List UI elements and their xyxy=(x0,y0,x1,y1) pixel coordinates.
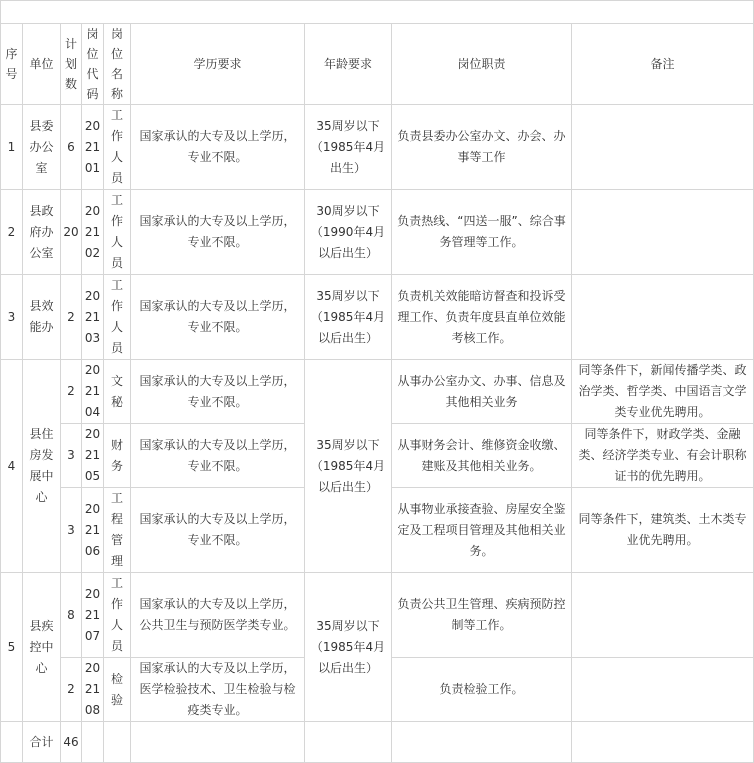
table-row xyxy=(1,360,754,424)
remarks-cell: 同等条件下，财政学类、金融类、经济学类专业、有会计职称证书的优先聘用。 xyxy=(572,424,754,488)
header-post-name: 岗位名称 xyxy=(104,24,131,105)
post-name-cell: 工作人员 xyxy=(104,105,131,190)
empty-cell xyxy=(305,722,392,763)
index-cell: 1 xyxy=(1,105,23,190)
code-cell: 202107 xyxy=(82,573,104,658)
plan-cell: 3 xyxy=(61,488,82,573)
header-duties: 岗位职责 xyxy=(392,24,572,105)
duties-cell: 负责检验工作。 xyxy=(392,658,572,722)
plan-cell: 3 xyxy=(61,424,82,488)
education-cell: 国家承认的大专及以上学历，专业不限。 xyxy=(131,424,305,488)
remarks-cell xyxy=(572,573,754,658)
duties-cell: 从事财务会计、维修资金收缴、建账及其他相关业务。 xyxy=(392,424,572,488)
header-education: 学历要求 xyxy=(131,24,305,105)
unit-cell: 县住房发展中心 xyxy=(23,360,61,573)
duties-cell: 从事办公室办文、办事、信息及其他相关业务 xyxy=(392,360,572,424)
header-row xyxy=(1,24,754,105)
empty-cell xyxy=(572,722,754,763)
unit-cell: 县委办公室 xyxy=(23,105,61,190)
post-name-cell: 财务 xyxy=(104,424,131,488)
post-name-cell: 文秘 xyxy=(104,360,131,424)
unit-cell: 县疾控中心 xyxy=(23,573,61,722)
age-cell: 35周岁以下（1985年4月以后出生） xyxy=(305,275,392,360)
code-cell: 202106 xyxy=(82,488,104,573)
education-cell: 国家承认的大专及以上学历，专业不限。 xyxy=(131,360,305,424)
education-cell: 国家承认的大专及以上学历，专业不限。 xyxy=(131,105,305,190)
code-cell: 202104 xyxy=(82,360,104,424)
age-cell: 35周岁以下（1985年4月以后出生） xyxy=(305,573,392,722)
duties-cell: 负责公共卫生管理、疾病预防控制等工作。 xyxy=(392,573,572,658)
remarks-cell xyxy=(572,275,754,360)
remarks-cell: 同等条件下，建筑类、土木类专业优先聘用。 xyxy=(572,488,754,573)
header-plan-count: 计划数 xyxy=(61,24,82,105)
plan-cell: 2 xyxy=(61,360,82,424)
education-cell: 国家承认的大专及以上学历，公共卫生与预防医学类专业。 xyxy=(131,573,305,658)
index-cell: 4 xyxy=(1,360,23,573)
code-cell: 202101 xyxy=(82,105,104,190)
empty-cell xyxy=(104,722,131,763)
total-label-cell: 合计 xyxy=(23,722,61,763)
post-name-cell: 工作人员 xyxy=(104,190,131,275)
header-age: 年龄要求 xyxy=(305,24,392,105)
plan-cell: 2 xyxy=(61,658,82,722)
plan-cell: 8 xyxy=(61,573,82,658)
remarks-cell xyxy=(572,658,754,722)
plan-cell: 2 xyxy=(61,275,82,360)
education-cell: 国家承认的大专及以上学历，专业不限。 xyxy=(131,190,305,275)
post-name-cell: 工作人员 xyxy=(104,275,131,360)
index-cell: 5 xyxy=(1,573,23,722)
post-name-cell: 检验 xyxy=(104,658,131,722)
blank-top-row xyxy=(1,1,754,24)
table-row xyxy=(1,105,754,190)
index-cell: 3 xyxy=(1,275,23,360)
plan-cell: 6 xyxy=(61,105,82,190)
table-row xyxy=(1,190,754,275)
code-cell: 202105 xyxy=(82,424,104,488)
code-cell: 202102 xyxy=(82,190,104,275)
duties-cell: 从事物业承接查验、房屋安全鉴定及工程项目管理及其他相关业务。 xyxy=(392,488,572,573)
unit-cell: 县效能办 xyxy=(23,275,61,360)
header-post-code: 岗位代码 xyxy=(82,24,104,105)
post-name-cell: 工程管理 xyxy=(104,488,131,573)
age-cell: 35周岁以下（1985年4月出生） xyxy=(305,105,392,190)
table-row xyxy=(1,573,754,658)
remarks-cell xyxy=(572,190,754,275)
education-cell: 国家承认的大专及以上学历，专业不限。 xyxy=(131,488,305,573)
empty-cell xyxy=(392,722,572,763)
duties-cell: 负责县委办公室办文、办会、办事等工作 xyxy=(392,105,572,190)
header-unit: 单位 xyxy=(23,24,61,105)
age-cell: 35周岁以下（1985年4月以后出生） xyxy=(305,360,392,573)
age-cell: 30周岁以下（1990年4月以后出生） xyxy=(305,190,392,275)
education-cell: 国家承认的大专及以上学历，专业不限。 xyxy=(131,275,305,360)
total-row xyxy=(1,722,754,763)
index-cell: 2 xyxy=(1,190,23,275)
plan-cell: 20 xyxy=(61,190,82,275)
empty-cell xyxy=(131,722,305,763)
unit-cell: 县政府办公室 xyxy=(23,190,61,275)
empty-cell xyxy=(82,722,104,763)
blank-cell xyxy=(1,1,754,24)
remarks-cell xyxy=(572,105,754,190)
table-row xyxy=(1,275,754,360)
duties-cell: 负责机关效能暗访督查和投诉受理工作、负责年度县直单位效能考核工作。 xyxy=(392,275,572,360)
header-index: 序号 xyxy=(1,24,23,105)
duties-cell: 负责热线、“四送一服”、综合事务管理等工作。 xyxy=(392,190,572,275)
code-cell: 202108 xyxy=(82,658,104,722)
remarks-cell: 同等条件下，新闻传播学类、政治学类、哲学类、中国语言文学类专业优先聘用。 xyxy=(572,360,754,424)
header-remarks: 备注 xyxy=(572,24,754,105)
total-plan-cell: 46 xyxy=(61,722,82,763)
post-name-cell: 工作人员 xyxy=(104,573,131,658)
education-cell: 国家承认的大专及以上学历，医学检验技术、卫生检验与检疫类专业。 xyxy=(131,658,305,722)
code-cell: 202103 xyxy=(82,275,104,360)
total-index-cell xyxy=(1,722,23,763)
